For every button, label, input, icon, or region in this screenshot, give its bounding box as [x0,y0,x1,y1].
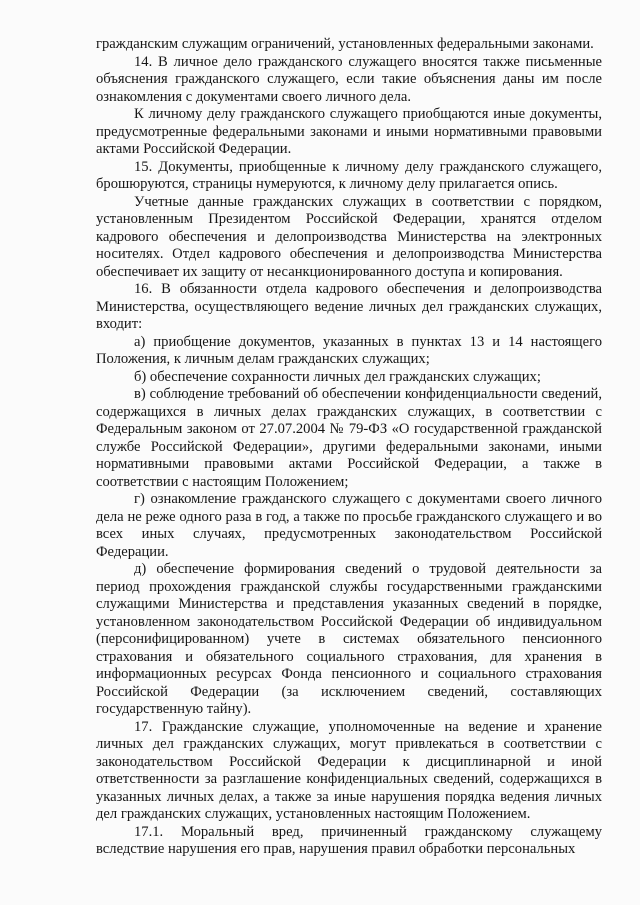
paragraph-continuation: гражданским служащим ограничений, установленных федеральными законами. [96,36,594,52]
paragraph-16-d: д) обеспечение формирования сведений о трудовой деятельности за период прохождения гражданской службы государственными гражданскими служащими Министерства и представления указанных сведений в порядке, установленном законодательством Российской Федерации об индивидуальном (персонифицированном) учете в системах обязательного пенсионного страхования и обязательного социального страхования, для хранения в информационных ресурсах Фонда пенсионного и социального страхования Российской Федерации (за исключением сведений, составляющих государственную тайну). [96,561,602,717]
document-body [96,36,602,859]
paragraph-16-b: б) обеспечение сохранности личных дел гражданских служащих; [134,368,541,385]
paragraph-16-a: а) приобщение документов, указанных в пунктах 13 и 14 настоящего Положения, к личным делам гражданских служащих; [96,333,602,367]
paragraph-16-g: г) ознакомление гражданского служащего с документами своего личного дела не реже одного раза в год, а также по просьбе гражданского служащего и во всех иных случаях, предусмотренных законодательством Российской Федерации. [96,491,602,560]
paragraph-16-v: в) соблюдение требований об обеспечении конфиденциальности сведений, содержащихся в личных делах гражданских служащих, в соответствии с Федеральным законом от 27.07.2004 № 79-ФЗ «О государственной гражданской службе Российской Федерации», другими федеральными законами, иными нормативными правовыми актами Российской Федерации, а также в соответствии с настоящим Положением; [96,386,602,490]
paragraph-14-attachments: К личному делу гражданского служащего приобщаются иные документы, предусмотренные федеральными законами и иными нормативными правовыми актами Российской Федерации. [96,106,602,157]
paragraph-15-records: Учетные данные гражданских служащих в соответствии с порядком, установленным Президентом Российской Федерации, хранятся отделом кадрового обеспечения и делопроизводства Министерства на электронных носителях. Отдел кадрового обеспечения и делопроизводства Министерства обеспечивает их защиту от несанкционированного доступа и копирования. [96,193,602,280]
paragraph-16: 16. В обязанности отдела кадрового обеспечения и делопроизводства Министерства, осуществляющего ведение личных дел гражданских служащих, входит: [96,281,602,332]
paragraph-17-1: 17.1. Моральный вред, причиненный гражданскому служащему вследствие нарушения его прав, нарушения правил обработки персональных [96,823,602,857]
paragraph-14: 14. В личное дело гражданского служащего вносятся также письменные объяснения гражданского служащего, если такие объяснения даны им после ознакомления с документами своего личного дела. [96,53,602,105]
paragraph-15: 15. Документы, приобщенные к личному делу гражданского служащего, брошюруются, страницы нумеруются, к личному делу прилагается опись. [96,158,602,192]
paragraph-17: 17. Гражданские служащие, уполномоченные на ведение и хранение личных дел гражданских служащих, могут привлекаться в соответствии с законодательством Российской Федерации к дисциплинарной и иной ответственности за разглашение конфиденциальных сведений, содержащихся в указанных личных делах, а также за иные нарушения порядка ведения личных дел гражданских служащих, установленных настоящим Положением. [96,718,602,822]
